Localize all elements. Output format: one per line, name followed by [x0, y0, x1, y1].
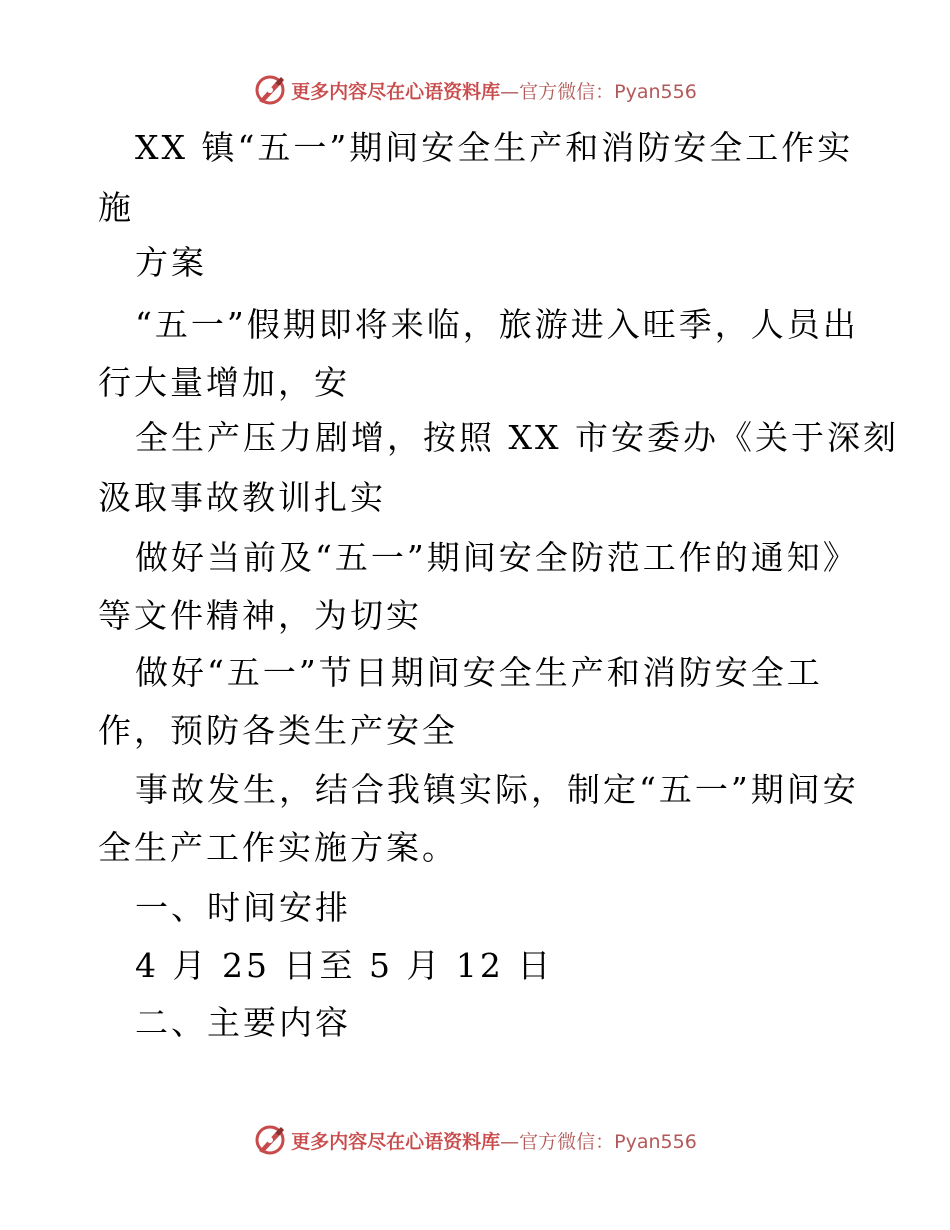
paragraph-line: 行大量增加，安 — [98, 363, 350, 402]
footer-banner — [0, 1120, 950, 1160]
paragraph-line: 做好当前及“五一”期间安全防范工作的通知》 — [135, 538, 859, 577]
paragraph-line: 等文件精神，为切实 — [98, 596, 422, 635]
section-heading-content: 二、主要内容 — [135, 1003, 351, 1042]
paragraph-line: 全生产工作实施方案。 — [98, 828, 458, 867]
paragraph-line: 作，预防各类生产安全 — [98, 711, 458, 750]
doc-title-line-3: 方案 — [135, 243, 207, 282]
pen-logo-icon — [253, 1123, 287, 1157]
paragraph-line: 全生产压力剧增，按照 XX 市安委办《关于深刻 — [135, 418, 899, 457]
header-banner — [0, 70, 950, 110]
paragraph-line: “五一”假期即将来临，旅游进入旺季，人员出 — [135, 305, 859, 344]
banner-text: 更多内容尽在心语资料库—官方微信：Pyan556 — [291, 1130, 697, 1153]
paragraph-line: 事故发生，结合我镇实际，制定“五一”期间安 — [135, 770, 859, 809]
banner-text: 更多内容尽在心语资料库—官方微信：Pyan556 — [291, 80, 697, 103]
paragraph-line: 汲取事故教训扎实 — [98, 478, 386, 517]
doc-title-line-1: XX 镇“五一”期间安全生产和消防安全工作实 — [135, 128, 854, 167]
date-range: 4 月 25 日至 5 月 12 日 — [135, 946, 554, 985]
pen-logo-icon — [253, 73, 287, 107]
section-heading-time: 一、时间安排 — [135, 888, 351, 927]
doc-title-line-2: 施 — [98, 188, 134, 227]
paragraph-line: 做好“五一”节日期间安全生产和消防安全工 — [135, 653, 823, 692]
